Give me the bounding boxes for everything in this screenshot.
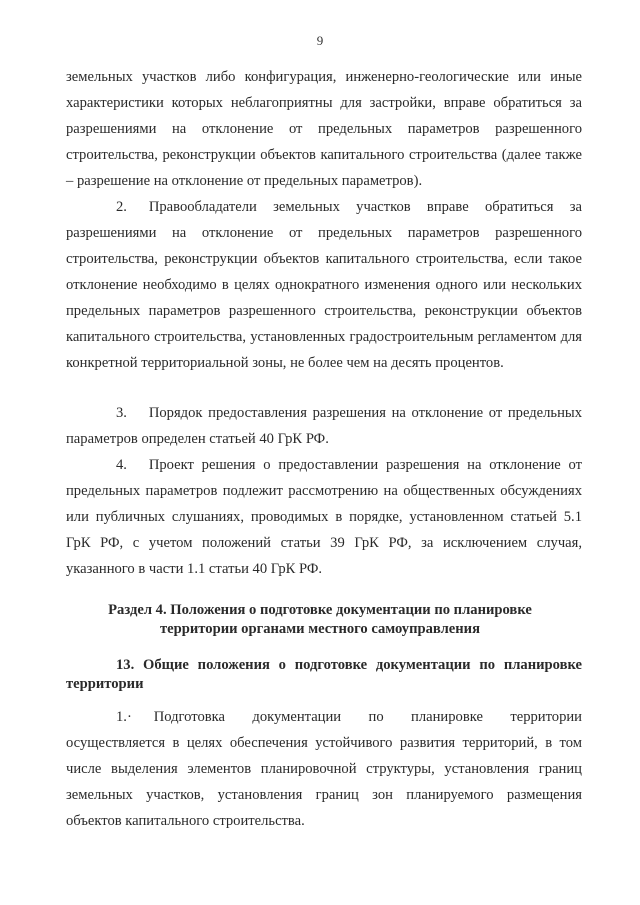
paragraph-continuation: земельных участков либо конфигурация, инженерно-геологические или иные характеристики которых неблагоприятны для застройки, вправе обратиться за разрешениями на отклонение от предельных параметров разрешенного строительства, реконструкции объектов капитального строительства (далее также – разрешение на отклонение от предельных параметров).: [66, 69, 582, 189]
paragraph-item-4: 4. Проект решения о предоставлении разрешения на отклонение от предельных параметров подлежит рассмотрению на общественных обсуждениях или публичных слушаниях, проводимых в порядке, установленном статьей 5.1 ГрК РФ, с учетом положений статьи 39 ГрК РФ, за исключением случая, указанного в части 1.1 статьи 40 ГрК РФ.: [66, 457, 582, 577]
section-heading: [70, 601, 570, 639]
paragraph-item-1-subsection: 1.· Подготовка документации по планировке территории осуществляется в целях обеспечения устойчивого развития территорий, в том числе выделения элементов планировочной структуры, установления границ земельных участков, установления границ зон планируемого размещения объектов капитального строительства.: [66, 709, 582, 829]
section-heading-line1: Раздел 4. Положения о подготовке документации по планировке: [108, 602, 532, 618]
section-heading-line2: территории органами местного самоуправления: [160, 621, 480, 637]
page-number: 9: [316, 33, 324, 48]
paragraph-item-3: 3. Порядок предоставления разрешения на отклонение от предельных параметров определен статьей 40 ГрК РФ.: [66, 405, 582, 447]
subsection-heading: 13. Общие положения о подготовке документации по планировке территории: [66, 657, 582, 692]
paragraph-item-2: 2. Правообладатели земельных участков вправе обратиться за разрешениями на отклонение от предельных параметров разрешенного строительства, реконструкции объектов капитального строительства, если такое отклонение необходимо в целях однократного изменения одного или нескольких предельных параметров разрешенного строительства, реконструкции объектов капитального строительства, установленных градостроительным регламентом для конкретной территориальной зоны, не более чем на десять процентов.: [66, 199, 582, 371]
